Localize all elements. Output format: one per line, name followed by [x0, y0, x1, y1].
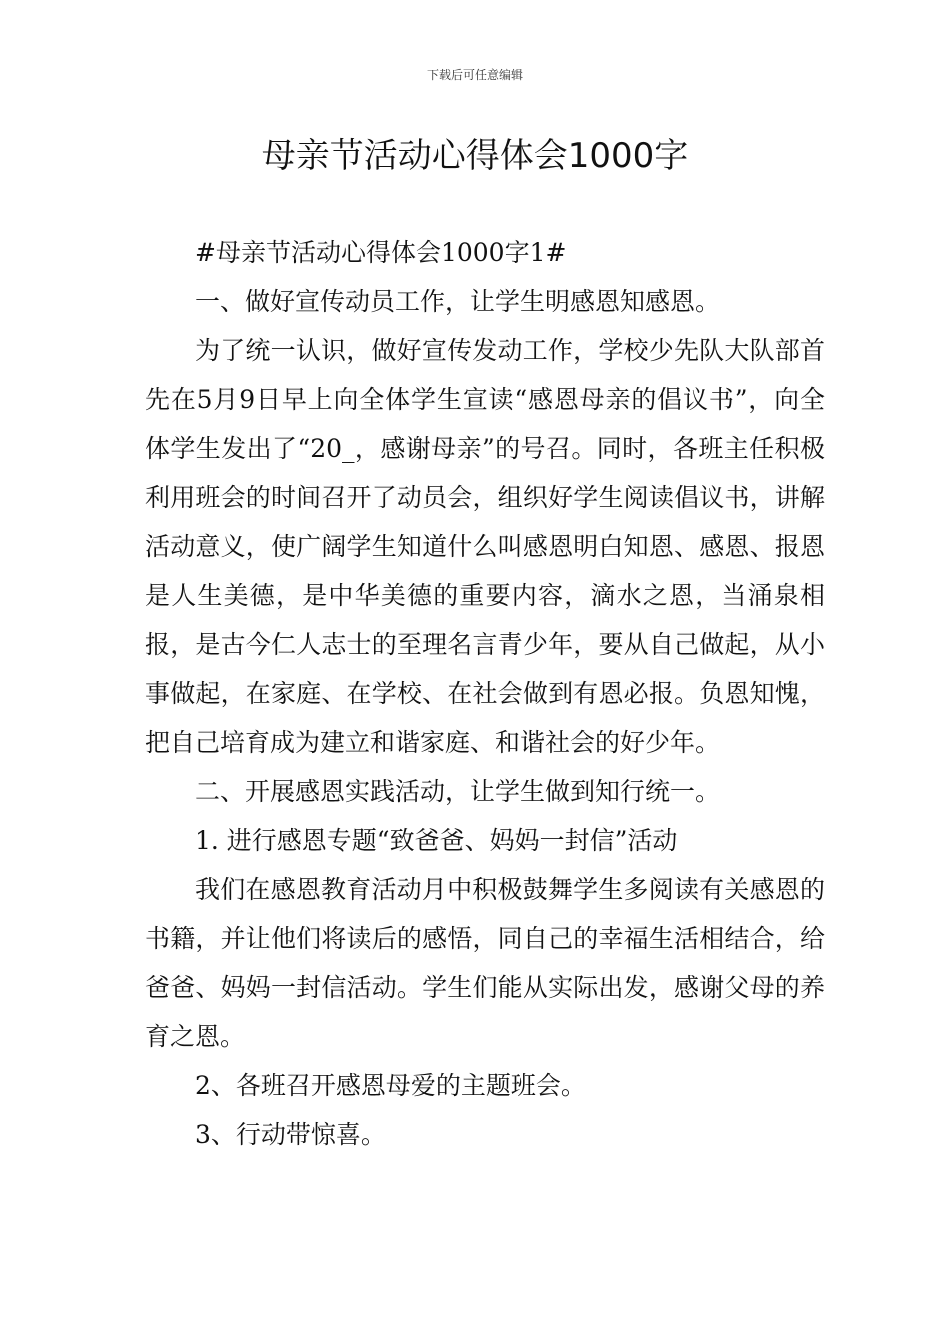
paragraph: 我们在感恩教育活动月中积极鼓舞学生多阅读有关感恩的书籍，并让他们将读后的感悟，同自己的幸福生活相结合，给爸爸、妈妈一封信活动。学生们能从实际出发，感谢父母的养育之恩。	[145, 875, 825, 1051]
paragraph: 2、各班召开感恩母爱的主题班会。	[195, 1071, 586, 1100]
paragraph: 二、开展感恩实践活动，让学生做到知行统一。	[195, 777, 721, 806]
paragraph: 为了统一认识，做好宣传发动工作，学校少先队大队部首先在5月9日早上向全体学生宣读“感恩母亲的倡议书”，向全体学生发出了“20_，感谢母亲”的号召。同时，各班主任积极利用班会的时间召开了动员会，组织好学生阅读倡议书，讲解活动意义，使广阔学生知道什么叫感恩明白知恩、感恩、报恩是人生美德，是中华美德的重要内容，滴水之恩，当涌泉相报，是古今仁人志士的至理名言青少年，要从自己做起，从小事做起，在家庭、在学校、在社会做到有恩必报。负恩知愧，把自己培育成为建立和谐家庭、和谐社会的好少年。	[145, 336, 825, 757]
page-header-note: 下载后可任意编辑	[426, 68, 523, 82]
document-title: 母亲节活动心得体会1000字	[261, 136, 689, 176]
paragraph: 一、做好宣传动员工作，让学生明感恩知感恩。	[195, 287, 721, 316]
section-heading: #母亲节活动心得体会1000字1#	[195, 238, 567, 267]
paragraph: 3、行动带惊喜。	[195, 1120, 386, 1149]
paragraph: 1. 进行感恩专题“致爸爸、妈妈一封信”活动	[195, 826, 678, 855]
document-body	[145, 228, 825, 1159]
